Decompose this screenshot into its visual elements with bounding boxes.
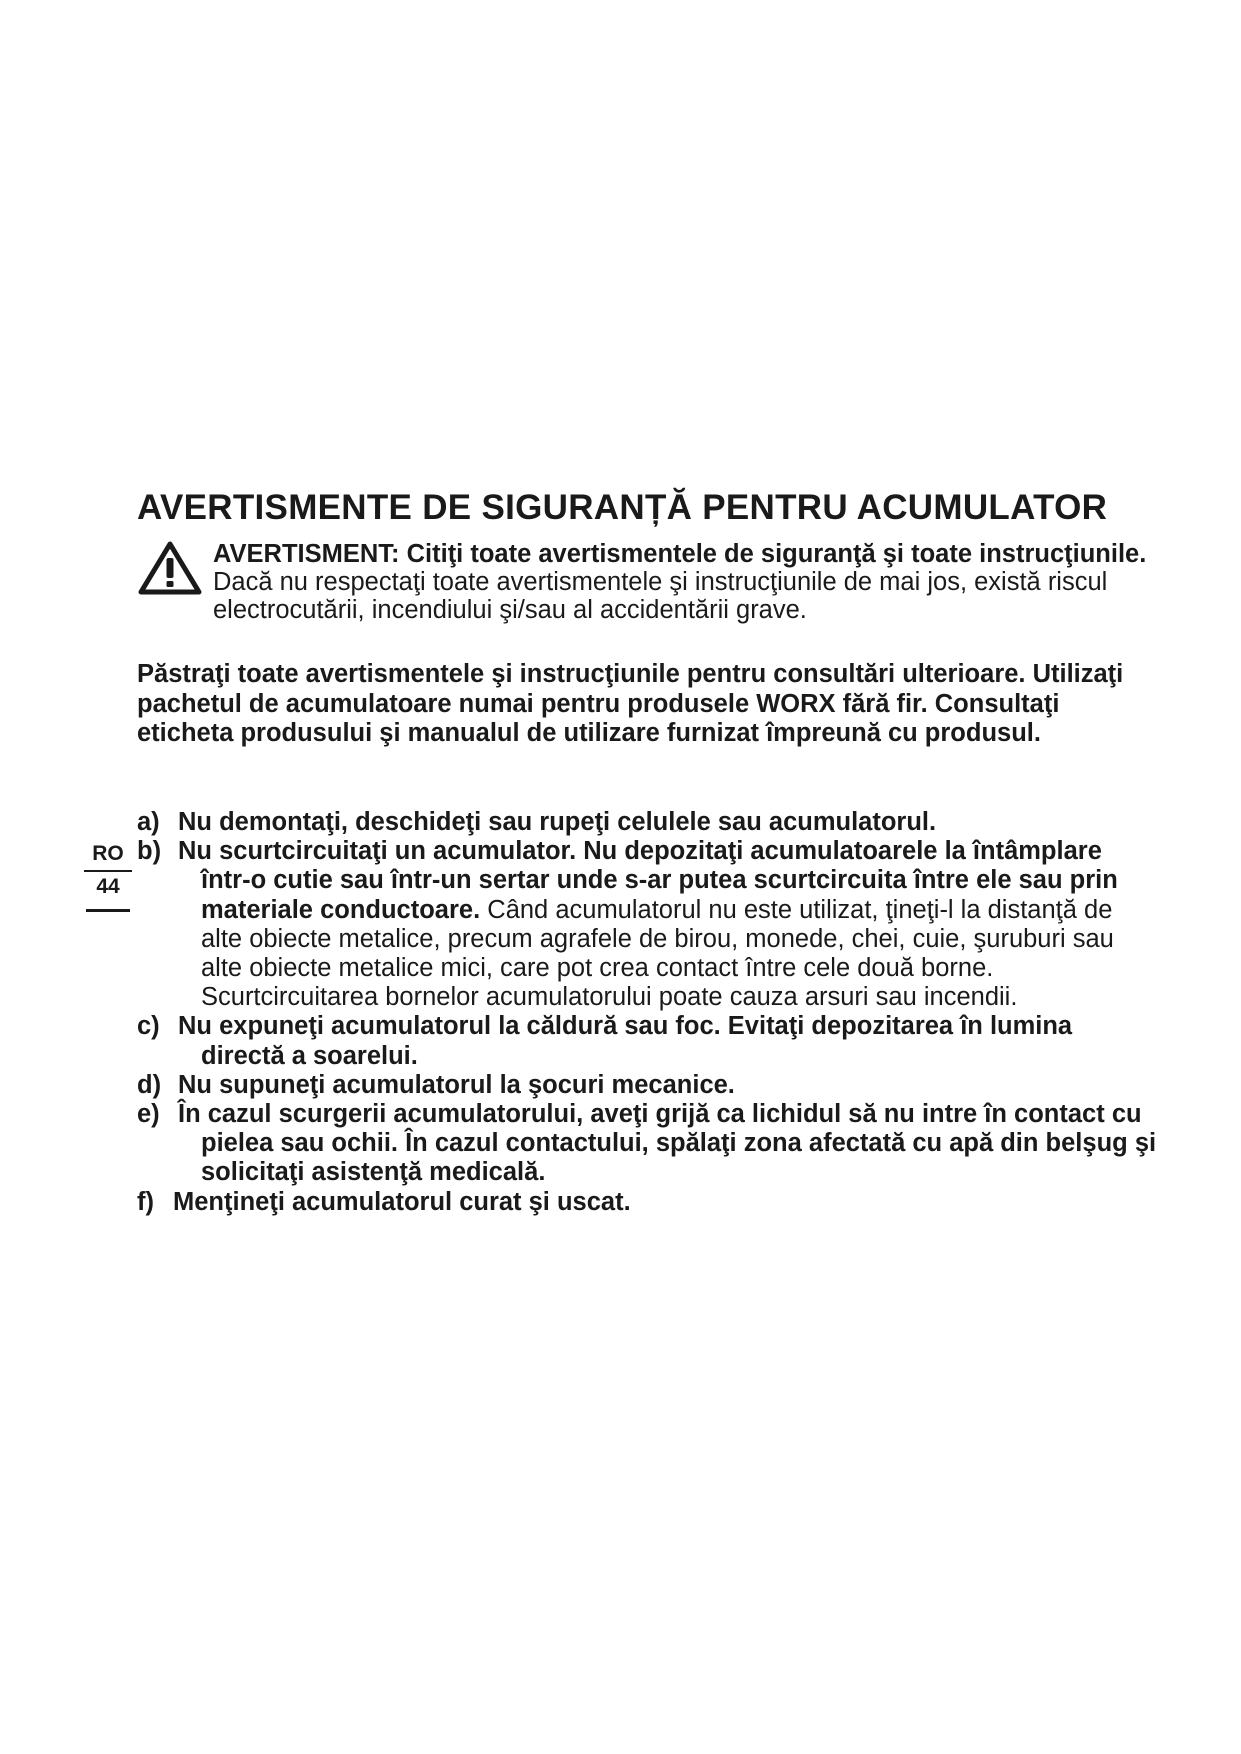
warning-block bbox=[137, 540, 1147, 624]
tab-divider bbox=[86, 909, 130, 912]
item-bold-text: Nu scurtcircuitaţi un acumulator. Nu depozitaţi acumulatoarele la întâmplare într-o cutie sau într-un sertar unde s-ar putea scurtcircuita între ele sau prin materiale conductoare. bbox=[178, 837, 1118, 924]
item-bold-text: În cazul scurgerii acumulatorului, aveţi grijă ca lichidul să nu intre în contact cu pielea sau ochii. În cazul contactului, spălaţi zona afectată cu apă din belşug şi solicitaţi asistenţă medicală. bbox=[178, 1100, 1157, 1187]
warning-triangle-icon bbox=[137, 540, 205, 598]
list-item bbox=[137, 1071, 1157, 1100]
list-item bbox=[137, 1012, 1157, 1070]
item-label: a) bbox=[137, 808, 160, 836]
warning-bold-text: AVERTISMENT: Citiţi toate avertismentele de siguranţă şi toate instrucţiunile. bbox=[213, 540, 1147, 568]
side-page-tab bbox=[84, 842, 132, 912]
list-item bbox=[137, 1188, 1157, 1217]
warning-text: Dacă nu respectaţi toate avertismentele şi instrucţiunile de mai jos, există riscul electrocutării, incendiului şi/sau al accidentării grave. bbox=[213, 568, 1108, 624]
list-item bbox=[137, 808, 1157, 837]
item-label: b) bbox=[137, 837, 162, 866]
keep-instructions-text: Păstraţi toate avertismentele şi instrucţiunile pentru consultări ulterioare. Utilizaţi pachetul de acumulatoare numai pentru produsele WORX fără fir. Consultaţi eticheta produsului şi manualul de utilizare furnizat împreună cu produsul. bbox=[137, 660, 1124, 747]
page-number: 44 bbox=[84, 870, 132, 899]
item-label: d) bbox=[137, 1070, 162, 1099]
item-bold-text: Nu expuneţi acumulatorul la căldură sau foc. Evitaţi depozitarea în lumina directă a soarelui. bbox=[178, 1012, 1073, 1070]
item-label: c) bbox=[137, 1012, 160, 1041]
item-label: e) bbox=[137, 1100, 160, 1129]
list-item bbox=[137, 837, 1157, 1012]
safety-list bbox=[137, 808, 1157, 1217]
item-text: Când acumulatorul nu este utilizat, ţineţi-l la distanţă de alte obiecte metalice, precum agrafele de birou, monede, chei, cuie, şuruburi sau alte obiecte metalice mici, care pot crea contact între cele două borne. Scurtcircuitarea bornelor acumulatorului poate cauza arsuri sau incendii. bbox=[201, 895, 1114, 1012]
item-bold-text: Nu supuneţi acumulatorul la şocuri mecanice. bbox=[178, 1070, 735, 1099]
item-label: f) bbox=[137, 1187, 154, 1216]
section-title: AVERTISMENTE DE SIGURANȚĂ PENTRU ACUMULATOR bbox=[137, 488, 1108, 527]
item-bold-text: Menţineţi acumulatorul curat şi uscat. bbox=[173, 1187, 631, 1216]
language-code: RO bbox=[92, 842, 124, 865]
list-item bbox=[137, 1100, 1157, 1188]
item-bold-text: Nu demontaţi, deschideţi sau rupeţi celulele sau acumulatorul. bbox=[178, 808, 937, 836]
